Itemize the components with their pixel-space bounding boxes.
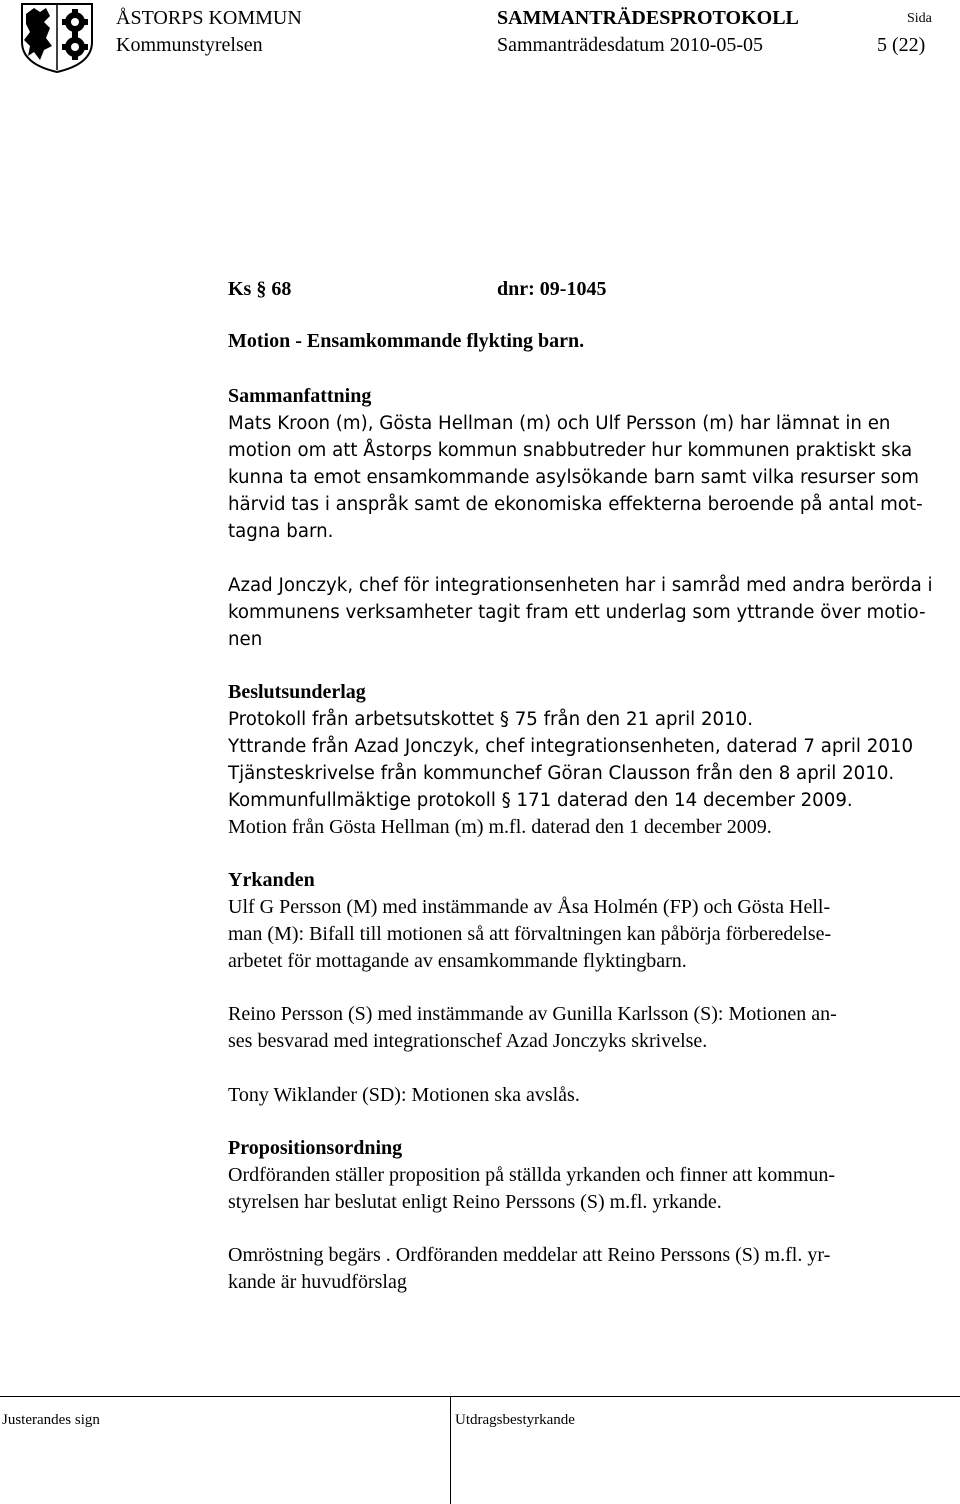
- doc-type: SAMMANTRÄDESPROTOKOLL: [497, 7, 799, 29]
- proposition-para1-line: Ordföranden ställer proposition på ställda yrkanden och finner att kommun-: [228, 1164, 836, 1186]
- footer-separator: [450, 1396, 451, 1504]
- claims-para2-line: ses besvarad med integrationschef Azad Jonczyks skrivelse.: [228, 1030, 708, 1052]
- municipality-name: ÅSTORPS KOMMUN: [116, 7, 302, 29]
- utdragsbestyrkande-label: Utdragsbestyrkande: [455, 1412, 575, 1428]
- proposition-para1-line: styrelsen har beslutat enligt Reino Perssons (S) m.fl. yrkande.: [228, 1191, 722, 1213]
- summary-para2-line: Azad Jonczyk, chef för integrationsenheten har i samråd med andra berörda i: [228, 575, 933, 596]
- basis-line: Motion från Gösta Hellman (m) m.fl. daterad den 1 december 2009.: [228, 816, 772, 838]
- date-label: Sammanträdesdatum: [497, 34, 665, 56]
- claims-para1-line: man (M): Bifall till motionen så att förvaltningen kan påbörja förberedelse-: [228, 923, 832, 945]
- meeting-date: [497, 33, 763, 57]
- page-number: 5 (22): [877, 34, 926, 56]
- proposition-heading: Propositionsordning: [228, 1137, 403, 1159]
- summary-line: tagna barn.: [228, 521, 334, 542]
- footer-divider: [0, 1396, 960, 1397]
- case-number: Ks § 68: [228, 278, 292, 300]
- page-label: Sida: [907, 11, 932, 26]
- summary-line: Mats Kroon (m), Gösta Hellman (m) och Ulf Persson (m) har lämnat in en: [228, 413, 891, 434]
- claims-para1-line: Ulf G Persson (M) med instämmande av Åsa Holmén (FP) och Gösta Hell-: [228, 896, 831, 918]
- board-name: Kommunstyrelsen: [116, 34, 263, 56]
- coat-of-arms-icon: [20, 2, 94, 74]
- summary-para2-line: nen: [228, 629, 263, 650]
- summary-para2-line: kommunens verksamheter tagit fram ett underlag som yttrande över motio-: [228, 602, 926, 623]
- basis-line: Tjänsteskrivelse från kommunchef Göran Clausson från den 8 april 2010.: [228, 763, 895, 784]
- claims-para1-line: arbetet för mottagande av ensamkommande flyktingbarn.: [228, 950, 687, 972]
- summary-line: motion om att Åstorps kommun snabbutreder hur kommunen praktiskt ska: [228, 440, 913, 461]
- basis-line: Yttrande från Azad Jonczyk, chef integrationsenheten, daterad 7 april 2010: [228, 736, 914, 757]
- case-dnr: dnr: 09-1045: [497, 278, 607, 300]
- claims-para3: Tony Wiklander (SD): Motionen ska avslås.: [228, 1084, 580, 1106]
- basis-line: Protokoll från arbetsutskottet § 75 från den 21 april 2010.: [228, 709, 754, 730]
- summary-line: kunna ta emot ensamkommande asylsökande barn samt vilka resurser som: [228, 467, 920, 488]
- basis-heading: Beslutsunderlag: [228, 681, 366, 703]
- summary-heading: Sammanfattning: [228, 385, 372, 407]
- proposition-para2-line: Omröstning begärs . Ordföranden meddelar att Reino Perssons (S) m.fl. yr-: [228, 1244, 831, 1266]
- date-value: 2010-05-05: [669, 34, 764, 56]
- summary-line: härvid tas i anspråk samt de ekonomiska effekterna beroende på antal mot-: [228, 494, 923, 515]
- claims-para2-line: Reino Persson (S) med instämmande av Gunilla Karlsson (S): Motionen an-: [228, 1003, 837, 1025]
- basis-line: Kommunfullmäktige protokoll § 171 daterad den 14 december 2009.: [228, 790, 853, 811]
- proposition-para2-line: kande är huvudförslag: [228, 1271, 407, 1293]
- justerandes-sign-label: Justerandes sign: [2, 1412, 100, 1428]
- case-title: Motion - Ensamkommande flykting barn.: [228, 330, 585, 352]
- claims-heading: Yrkanden: [228, 869, 315, 891]
